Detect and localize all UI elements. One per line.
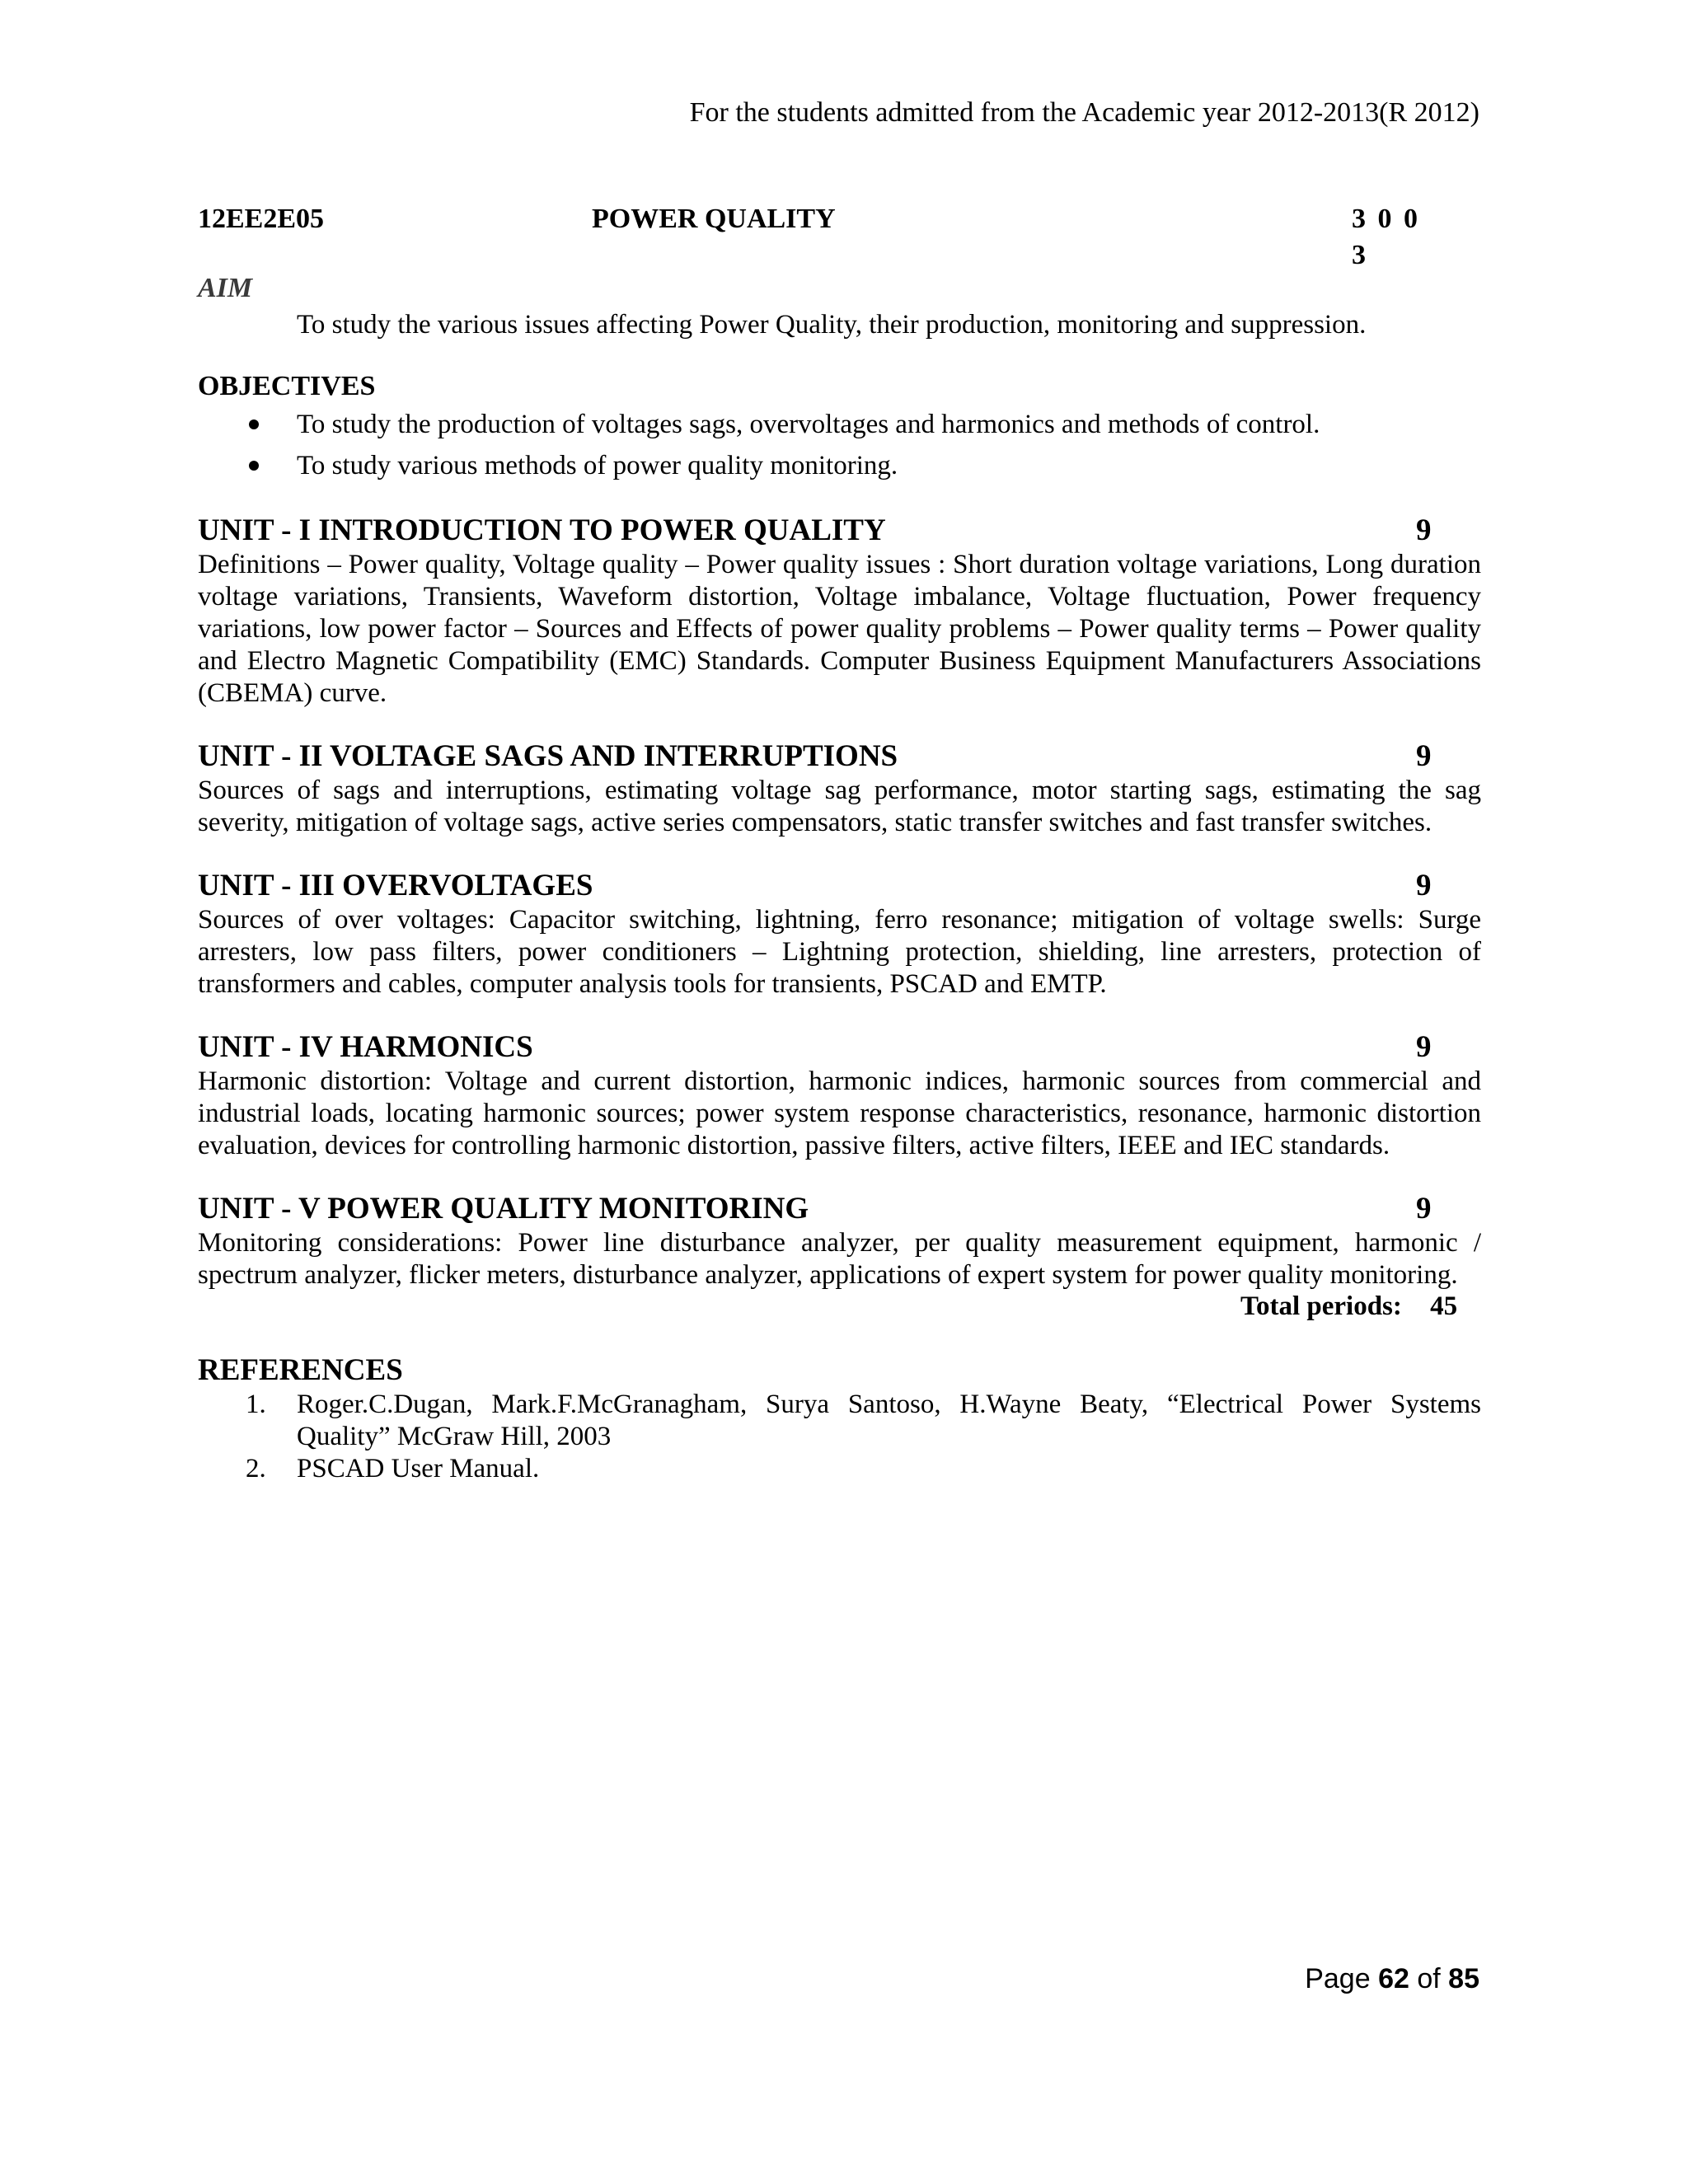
references-list: [198, 1389, 1481, 1485]
course-code: 12EE2E05: [198, 204, 325, 234]
unit-2-section: [198, 738, 1481, 839]
unit-hours: 9: [1416, 1030, 1432, 1064]
unit-heading: [198, 868, 1481, 904]
unit-heading: [198, 1191, 1481, 1227]
unit-heading: [198, 513, 1481, 549]
unit-hours: 9: [1416, 513, 1432, 547]
references-heading: REFERENCES: [198, 1353, 403, 1387]
unit-title: UNIT - I INTRODUCTION TO POWER QUALITY: [198, 513, 886, 547]
reference-text: Roger.C.Dugan, Mark.F.McGranagham, Surya Santoso, H.Wayne Beaty, “Electrical Power Systems Quality” McGraw Hill, 2003: [297, 1390, 1481, 1451]
unit-body: Definitions – Power quality, Voltage quality – Power quality issues : Short duration voltage variations, Long duration voltage variations, Transients, Waveform distortion, Voltage imbalance, Voltage fluctuation, Power frequency variations, low power factor – Sources and Effects of power quality problems – Power quality terms – Power quality and Electro Magnetic Compatibility (EMC) Standards. Computer Business Equipment Manufacturers Associations (CBEMA) curve.: [198, 550, 1481, 708]
reference-item: [198, 1453, 1481, 1485]
objective-item: [198, 404, 1484, 445]
unit-body: Sources of sags and interruptions, estimating voltage sag performance, motor starting sags, estimating the sag severity, mitigation of voltage sags, active series compensators, static transfer switches and fast transfer switches.: [198, 776, 1481, 837]
unit-body: Harmonic distortion: Voltage and current distortion, harmonic indices, harmonic sources from commercial and industrial loads, locating harmonic sources; power system response characteristics, resonance, harmonic distortion evaluation, devices for controlling harmonic distortion, passive filters, active filters, IEEE and IEC standards.: [198, 1066, 1481, 1160]
unit-body: Monitoring considerations: Power line disturbance analyzer, per quality measurement equipment, harmonic / spectrum analyzer, flicker meters, disturbance analyzer, applications of expert system for power quality monitoring.: [198, 1228, 1481, 1290]
reference-item: [198, 1389, 1481, 1453]
objective-text: To study the production of voltages sags, overvoltages and harmonics and methods of control.: [297, 410, 1320, 439]
unit-1-section: [198, 513, 1481, 710]
objective-item: [198, 445, 1484, 486]
bullet-icon: [249, 461, 259, 471]
reference-text: PSCAD User Manual.: [297, 1454, 540, 1483]
unit-title: UNIT - IV HARMONICS: [198, 1030, 533, 1064]
aim-text: To study the various issues affecting Power Quality, their production, monitoring and suppression.: [297, 310, 1367, 340]
total-periods-value: 45: [1430, 1291, 1458, 1321]
unit-hours: 9: [1416, 1192, 1432, 1226]
objective-text: To study various methods of power quality monitoring.: [297, 451, 898, 480]
total-periods-label: Total periods:: [1240, 1291, 1402, 1321]
unit-heading: [198, 738, 1481, 775]
course-header: [198, 201, 1434, 270]
current-page: 62: [1378, 1963, 1409, 1994]
unit-heading: [198, 1029, 1481, 1066]
unit-hours: 9: [1416, 869, 1432, 902]
page-number: [1305, 1961, 1479, 1996]
course-title: POWER QUALITY: [592, 204, 836, 234]
unit-title: UNIT - V POWER QUALITY MONITORING: [198, 1192, 809, 1226]
page-word: Page: [1305, 1963, 1371, 1994]
bullet-icon: [249, 419, 259, 429]
reference-number: 1.: [246, 1390, 266, 1419]
unit-5-section: [198, 1191, 1481, 1291]
unit-3-section: [198, 868, 1481, 1001]
objectives-heading: OBJECTIVES: [198, 371, 376, 401]
aim-label: AIM: [198, 273, 253, 303]
total-pages: 85: [1448, 1963, 1479, 1994]
of-word: of: [1417, 1963, 1441, 1994]
unit-hours: 9: [1416, 739, 1432, 773]
unit-title: UNIT - II VOLTAGE SAGS AND INTERRUPTIONS: [198, 739, 898, 773]
objectives-list: [198, 404, 1484, 486]
header-note: For the students admitted from the Academic year 2012-2013(R 2012): [689, 97, 1479, 128]
total-periods: [1240, 1290, 1457, 1323]
unit-body: Sources of over voltages: Capacitor switching, lightning, ferro resonance; mitigation of voltage swells: Surge arresters, low pass filters, power conditioners – Lightning protection, shielding, line arresters, protection of transformers and cables, computer analysis tools for transients, PSCAD and EMTP.: [198, 905, 1481, 999]
course-credits: 3 0 0 3: [1352, 204, 1420, 270]
unit-title: UNIT - III OVERVOLTAGES: [198, 869, 593, 902]
reference-number: 2.: [246, 1454, 266, 1483]
unit-4-section: [198, 1029, 1481, 1162]
